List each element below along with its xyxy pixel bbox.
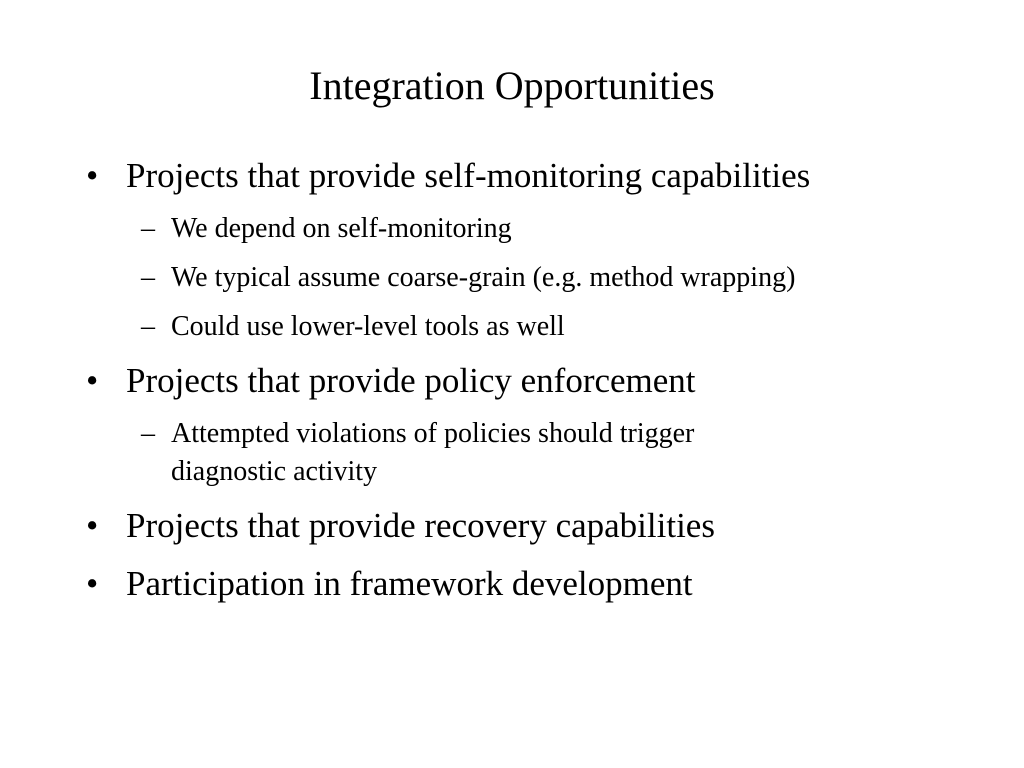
dash-marker: – <box>141 213 155 244</box>
bullet-text: Participation in framework development <box>126 564 693 603</box>
dash-marker: – <box>141 418 155 449</box>
bullet-text: Projects that provide self-monitoring capabilities <box>126 156 811 195</box>
dash-marker: – <box>141 311 155 342</box>
dash-marker: – <box>141 262 155 293</box>
bullet-marker: • <box>86 506 99 545</box>
bullet-marker: • <box>86 564 99 603</box>
bullet-marker: • <box>86 156 99 195</box>
slide-title: Integration Opportunities <box>309 63 715 108</box>
sub-item-text: We typical assume coarse-grain (e.g. method wrapping) <box>171 262 796 293</box>
bullet-text: Projects that provide policy enforcement <box>126 361 696 400</box>
bullet-marker: • <box>86 361 99 400</box>
sub-item-text-line-2: diagnostic activity <box>171 456 378 487</box>
bullet-text: Projects that provide recovery capabilities <box>126 506 715 545</box>
sub-item-text-line-1: Attempted violations of policies should trigger <box>171 418 695 449</box>
sub-item-text: Could use lower-level tools as well <box>171 311 565 342</box>
sub-item-text: We depend on self-monitoring <box>171 213 512 244</box>
